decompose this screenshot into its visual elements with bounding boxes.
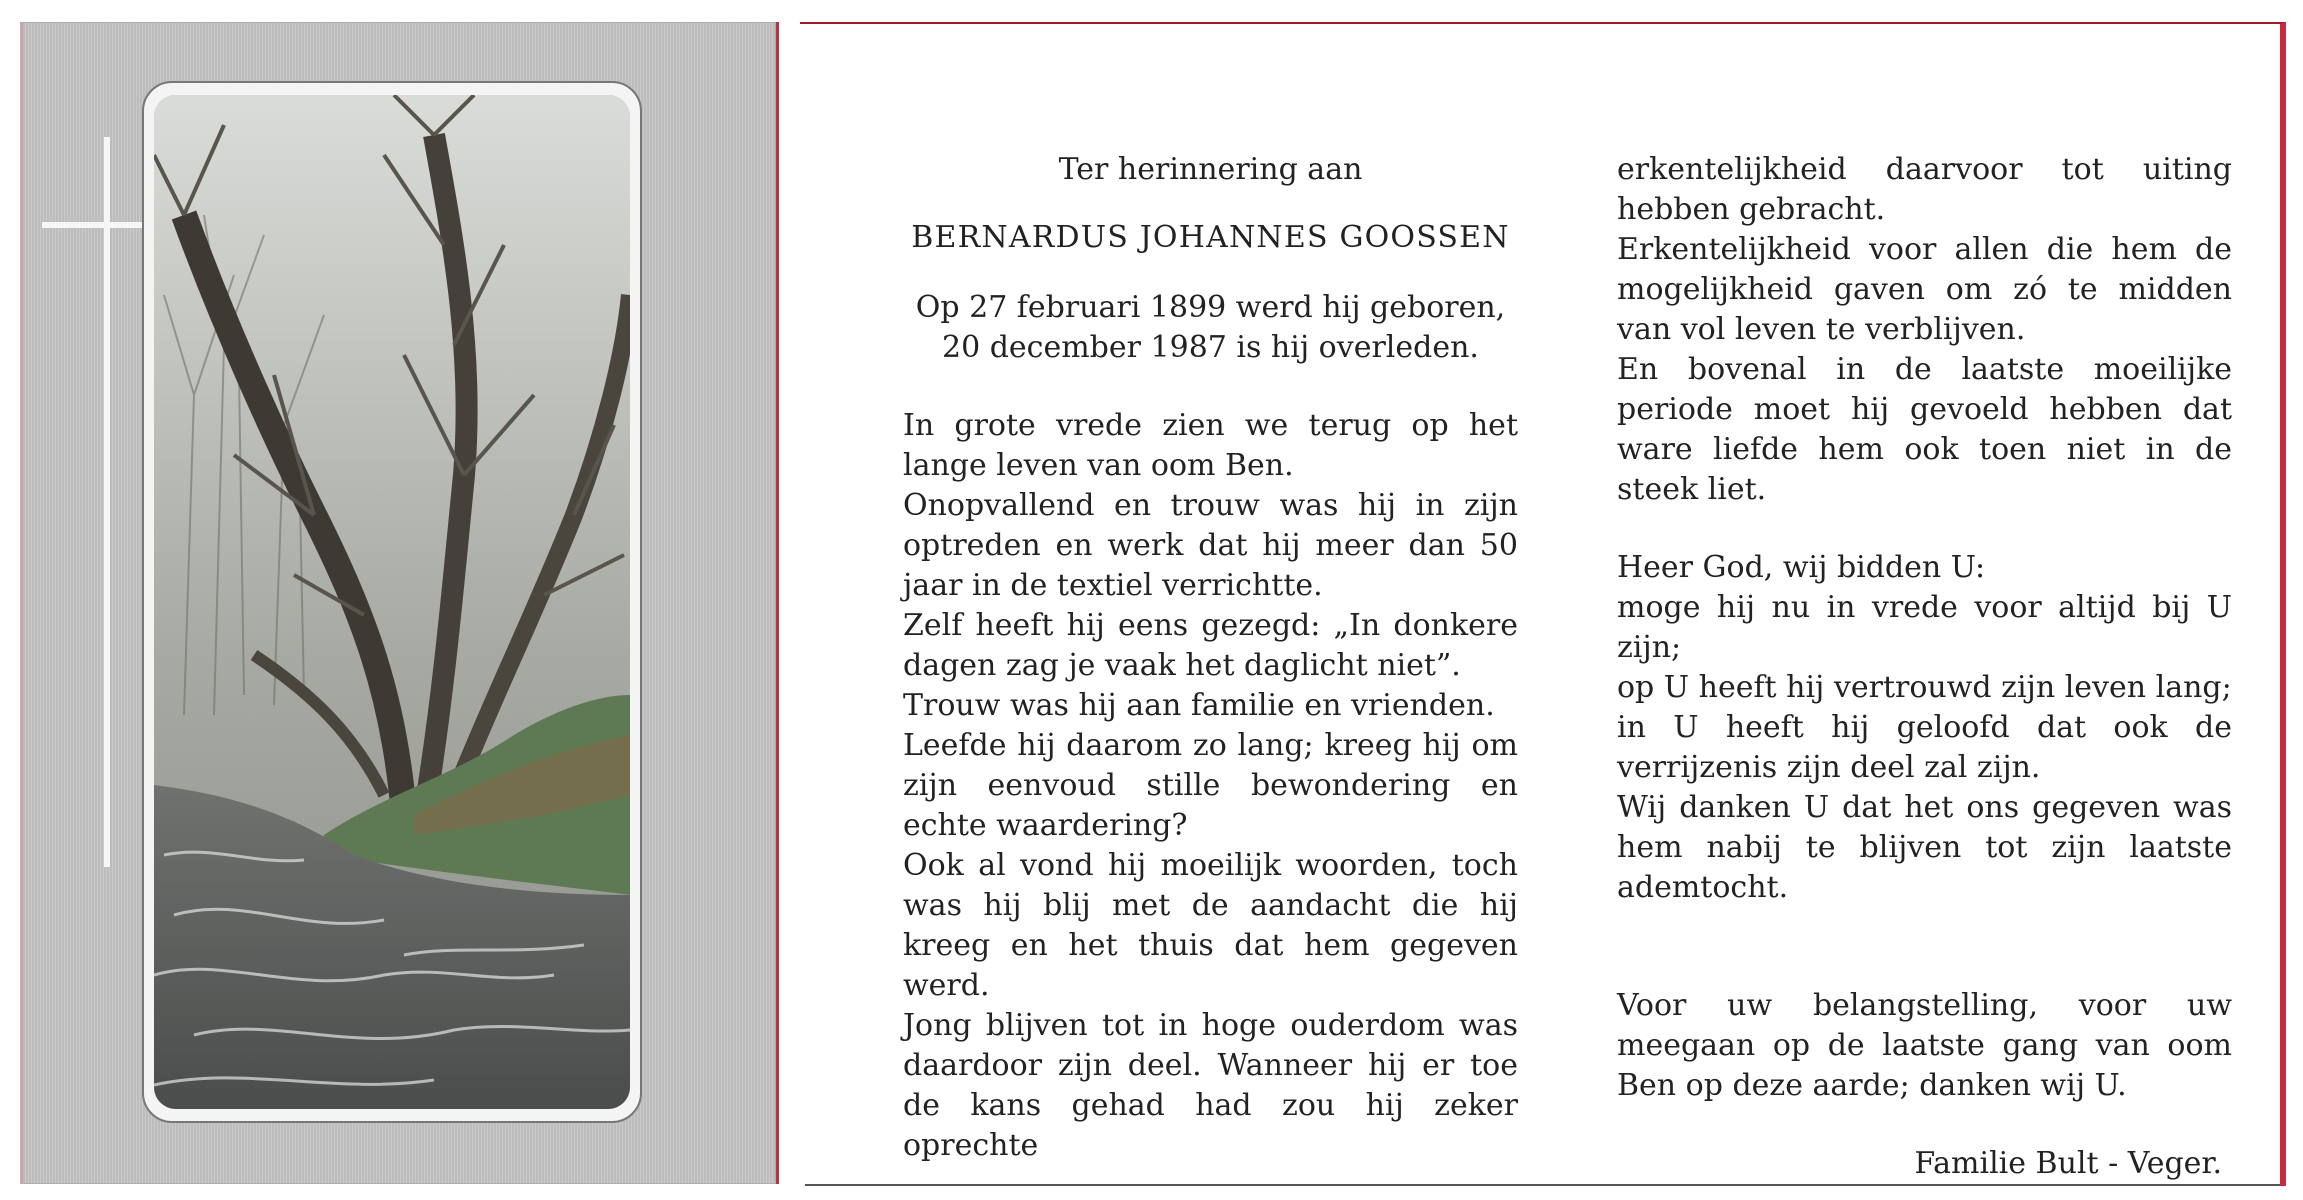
prayer-line: Wij danken U dat het ons gegeven was hem nabij te blijven tot zijn laatste ademtocht. — [1617, 790, 2232, 905]
memorial-heading: Ter herinnering aan — [1058, 152, 1363, 187]
photo-frame — [142, 81, 642, 1123]
eulogy-paragraph: In grote vrede zien we terug op het lange leven van oom Ben. — [903, 408, 1518, 483]
river-trees-photo — [154, 95, 630, 1109]
eulogy-paragraph: Leefde hij daarom zo lang; kreeg hij om zijn eenvoud stille bewondering en echte waardering? — [903, 728, 1518, 843]
prayer-line: in U heeft hij geloofd dat ook de verrijzenis zijn deel zal zijn. — [1617, 710, 2232, 785]
eulogy-text — [903, 406, 1518, 1166]
front-card — [20, 22, 779, 1184]
right-column — [1617, 150, 2232, 1184]
inner-page — [800, 22, 2286, 1186]
eulogy-paragraph: Trouw was hij aan familie en vrienden. — [903, 688, 1495, 723]
gratitude-paragraph: Erkentelijkheid voor allen die hem de mogelijkheid gaven om zó te midden van vol leven te verblijven. — [1617, 232, 2232, 347]
page-edge — [805, 1184, 2280, 1186]
prayer-line: moge hij nu in vrede voor altijd bij U zijn; — [1617, 590, 2232, 665]
thanks-paragraph: Voor uw belangstelling, voor uw meegaan op de laatste gang van oom Ben op deze aarde; danken wij U. — [1617, 988, 2232, 1103]
eulogy-paragraph: Onopvallend en trouw was hij in zijn optreden en werk dat hij meer dan 50 jaar in de textiel verrichtte. — [903, 488, 1518, 603]
prayer-text — [1617, 548, 2232, 908]
eulogy-paragraph: Zelf heeft hij eens gezegd: „In donkere dagen zag je vaak het daglicht niet”. — [903, 608, 1518, 683]
deceased-name: BERNARDUS JOHANNES GOOSSEN — [911, 220, 1510, 255]
family-signature: Familie Bult - Veger. — [1914, 1146, 2222, 1181]
gratitude-paragraph: erkentelijkheid daarvoor tot uiting hebben gebracht. — [1617, 152, 2232, 227]
prayer-line: op U heeft hij vertrouwd zijn leven lang; — [1617, 670, 2232, 705]
life-dates — [903, 288, 1518, 368]
thanks-text — [1617, 986, 2232, 1106]
gratitude-paragraph: En bovenal in de laatste moeilijke periode moet hij gevoeld hebben dat ware liefde hem ook toen niet in de steek liet. — [1617, 352, 2232, 507]
eulogy-paragraph: Ook al vond hij moeilijk woorden, toch was hij blij met de aandacht die hij kreeg en het thuis dat hem gegeven werd. — [903, 848, 1518, 1003]
death-date-line: 20 december 1987 is hij overleden. — [942, 330, 1479, 365]
birth-date-line: Op 27 februari 1899 werd hij geboren, — [915, 290, 1506, 325]
eulogy-paragraph: Jong blijven tot in hoge ouderdom was daardoor zijn deel. Wanneer hij er toe de kans gehad had zou hij zeker oprechte — [903, 1008, 1518, 1163]
left-column — [903, 150, 1518, 1166]
prayer-line: Heer God, wij bidden U: — [1617, 550, 1986, 585]
gratitude-text — [1617, 150, 2232, 510]
